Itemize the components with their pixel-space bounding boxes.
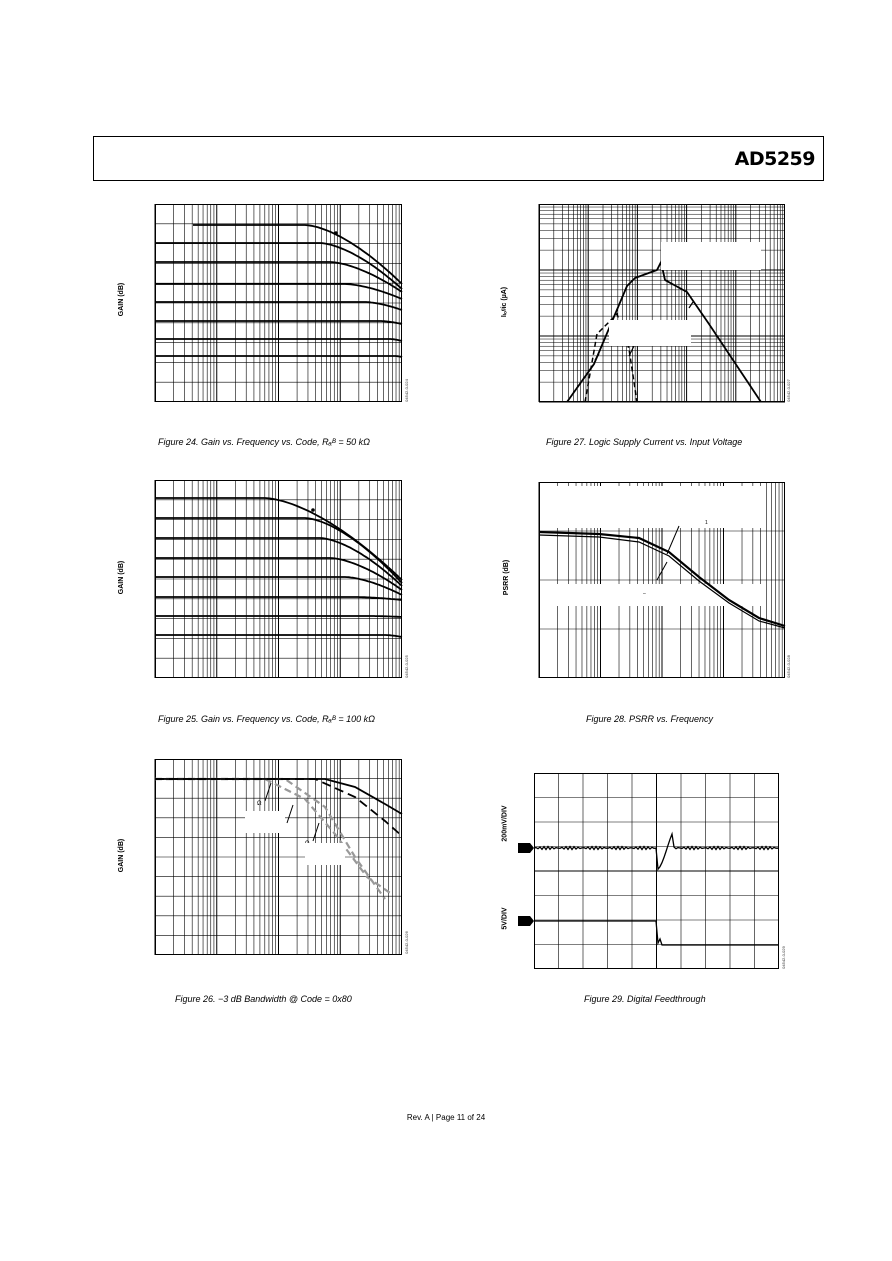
psrr-label-2: – (643, 591, 646, 597)
figure-27-plot (539, 204, 785, 402)
bandwidth-curve-gray (155, 779, 393, 895)
figure-28-chart (539, 482, 785, 678)
figure-27-caption: Figure 27. Logic Supply Current vs. Input Voltage (546, 437, 743, 447)
page-header (93, 136, 824, 181)
annotation-arrow (689, 302, 693, 308)
legend-box (543, 584, 763, 606)
figure-24-chart (155, 204, 402, 402)
figure-26-code: 04542-0-026 (403, 931, 409, 954)
figure-25-plot (155, 480, 402, 678)
figure-29-chart (534, 773, 779, 969)
annotation-arrow (667, 526, 679, 554)
channel-2-marker (518, 916, 534, 926)
legend-box (661, 242, 761, 270)
figure-27-chart (539, 204, 785, 402)
gain-curve (155, 616, 402, 617)
figure-29-plot (534, 773, 779, 969)
channel-1-marker (518, 843, 534, 853)
psrr-label-1: 1 (705, 520, 708, 526)
figure-26-plot (155, 759, 402, 955)
figure-27-ylabel: Iₗₒᵍic (µA) (501, 286, 509, 318)
figure-25-chart (155, 480, 402, 678)
figure-26-chart (155, 759, 402, 955)
figure-29-code: 04542-0-029 (780, 946, 786, 969)
figure-24-ylabel: GAIN (dB) (118, 282, 126, 317)
gain-curve (193, 225, 402, 284)
plot-frame (540, 205, 785, 402)
figure-27-code: 04542-0-027 (785, 379, 791, 402)
figure-29-ylabel-bottom: 5V/DIV (501, 907, 509, 930)
figure-29-caption: Figure 29. Digital Feedthrough (584, 994, 706, 1004)
resistance-label: Ω (257, 801, 262, 807)
figure-28-plot (539, 482, 785, 678)
figure-24-plot (155, 204, 402, 402)
legend-box (609, 320, 691, 346)
label-box (305, 843, 345, 865)
figure-24-code: 04542-0-024 (403, 379, 409, 402)
page-footer: Rev. A | Page 11 of 24 (406, 1113, 486, 1122)
figure-28-caption: Figure 28. PSRR vs. Frequency (586, 714, 714, 724)
figure-25-code: 04542-0-025 (403, 655, 409, 678)
label-box (245, 811, 285, 833)
part-number: AD5259 (734, 148, 815, 170)
figure-25-ylabel: GAIN (dB) (118, 560, 126, 595)
legend-box (543, 486, 763, 528)
figure-25-caption: Figure 25. Gain vs. Frequency vs. Code, Rₐᴮ = 100 kΩ (158, 714, 376, 724)
figure-26-ylabel: GAIN (dB) (118, 838, 126, 873)
figure-28-ylabel: PSRR (dB) (503, 559, 511, 596)
marker-dot (334, 231, 338, 235)
annotation-arrow (287, 805, 293, 823)
gain-curve (155, 356, 402, 357)
figure-28-code: 04542-0-028 (785, 655, 791, 678)
figure-24-caption: Figure 24. Gain vs. Frequency vs. Code, Rₐᴮ = 50 kΩ (158, 437, 370, 447)
bandwidth-curve-gray-2 (155, 779, 385, 899)
figure-26-caption: Figure 26. −3 dB Bandwidth @ Code = 0x80 (175, 994, 352, 1004)
marker-dot (311, 508, 315, 512)
annotation-arrow (313, 823, 319, 841)
figure-29-ylabel-top: 200mV/DIV (501, 805, 509, 842)
